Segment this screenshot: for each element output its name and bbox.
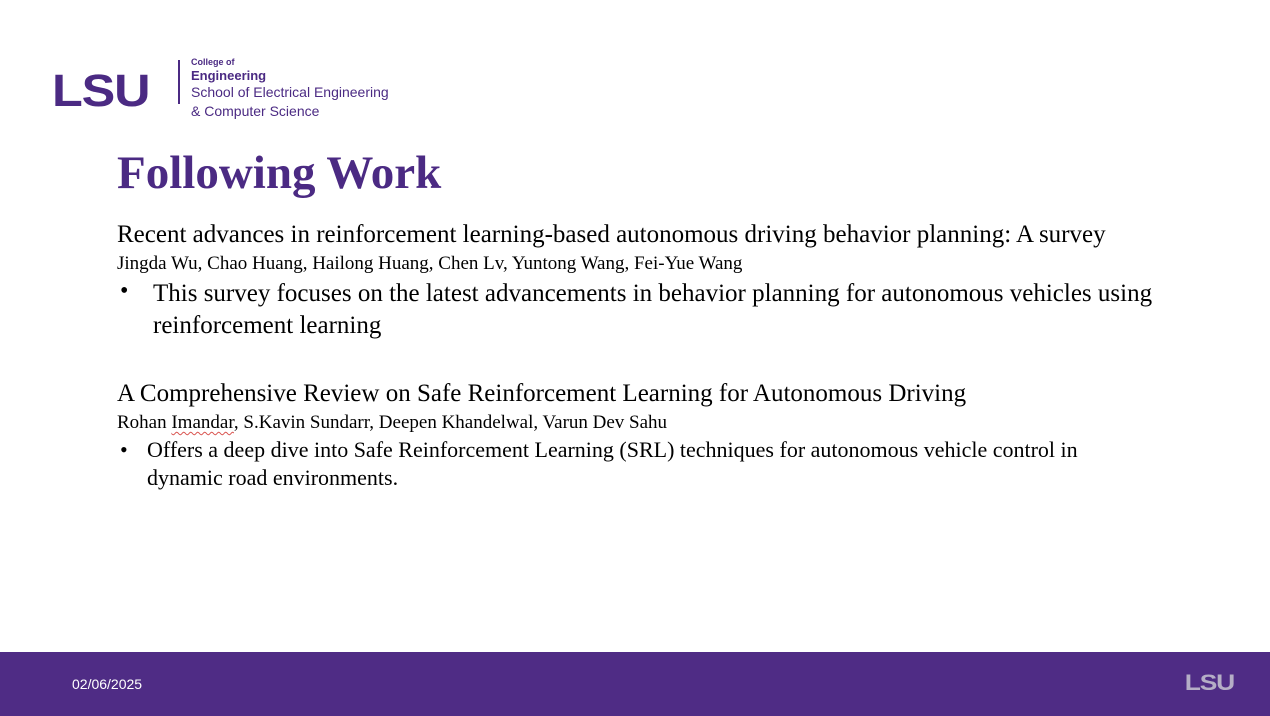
logo-text xyxy=(191,56,451,121)
paper-2-title: A Comprehensive Review on Safe Reinforcement Learning for Autonomous Driving xyxy=(117,380,967,407)
logo-divider xyxy=(178,60,180,104)
slide-footer xyxy=(0,652,1270,716)
paper-2-summary-line2: dynamic road environments. xyxy=(147,465,399,490)
logo-school-line1: School of Electrical Engineering xyxy=(191,84,389,100)
paper-1-summary-line1: This survey focuses on the latest advancements in behavior planning for autonomous vehicles using xyxy=(153,280,1153,307)
paper-2-bullet: • xyxy=(120,437,128,462)
logo-engineering-label: Engineering xyxy=(191,68,267,83)
logo-school-line2: & Computer Science xyxy=(191,103,320,119)
paper-1-summary xyxy=(153,278,1152,342)
paper-2-summary xyxy=(147,436,1078,492)
paper-1-bullet: • xyxy=(120,278,129,304)
paper-2-authors-rest: , S.Kavin Sundarr, Deepen Khandelwal, Varun Dev Sahu xyxy=(233,412,668,433)
lsu-logo-mark: LSU xyxy=(52,65,150,116)
paper-1-authors: Jingda Wu, Chao Huang, Hailong Huang, Chen Lv, Yuntong Wang, Fei-Yue Wang xyxy=(117,253,743,274)
paper-2-summary-line1: Offers a deep dive into Safe Reinforcement Learning (SRL) techniques for autonomous vehicle control in xyxy=(147,437,1078,462)
footer-date: 02/06/2025 xyxy=(72,676,143,692)
logo-college-label: College of xyxy=(191,57,235,67)
paper-2-authors xyxy=(117,412,667,434)
footer-lsu-logo: LSU xyxy=(1184,670,1234,695)
paper-1-title: Recent advances in reinforcement learning-based autonomous driving behavior planning: A survey xyxy=(117,221,1106,248)
spellcheck-flagged-word[interactable]: Imandar xyxy=(171,412,234,433)
paper-2-authors-first: Rohan xyxy=(117,412,172,433)
slide-title: Following Work xyxy=(117,147,442,199)
paper-1-summary-line2: reinforcement learning xyxy=(153,312,382,339)
